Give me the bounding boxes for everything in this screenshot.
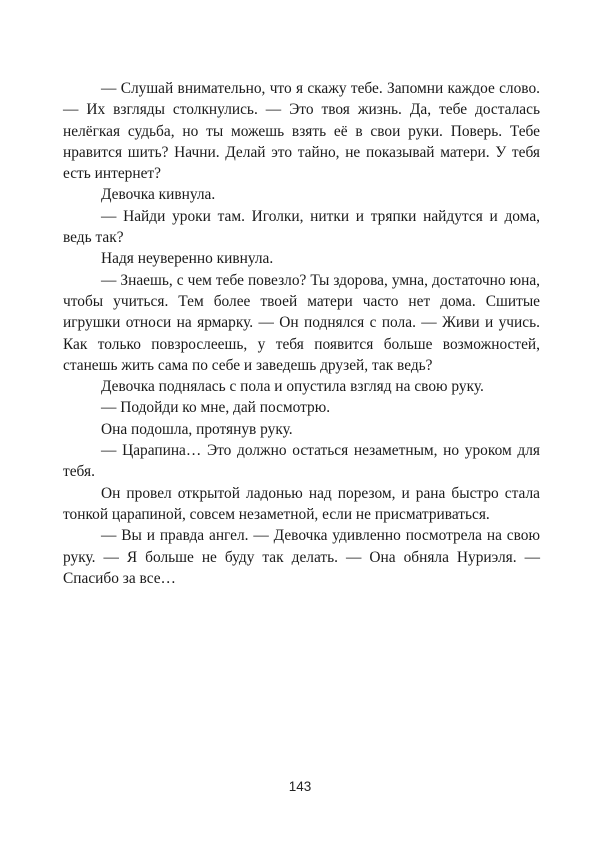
- paragraph: Она подошла, протянув руку.: [101, 420, 293, 438]
- paragraph: — Знаешь, с чем тебе повезло? Ты здорова, умна, достаточно юна, чтобы учиться. Тем более твоей матери часто нет дома. Сшитые игрушки относи на ярмарку. — Он поднялся с пола. — Живи и учись. Как только повзрослеешь, у тебя появится больше возможностей, станешь жить сама по себе и заведешь друзей, так ведь?: [63, 271, 540, 374]
- paragraph: — Царапина… Это должно остаться незаметным, но уроком для тебя.: [63, 442, 540, 481]
- paragraph: — Подойди ко мне, дай посмотрю.: [101, 399, 331, 417]
- body-text: [63, 78, 540, 589]
- paragraph: Надя неуверенно кивнула.: [101, 250, 274, 268]
- paragraph: Девочка поднялась с пола и опустила взгляд на свою руку.: [101, 378, 484, 396]
- paragraph: — Слушай внимательно, что я скажу тебе. Запомни каждое слово. — Их взгляды столкнулись. — Это твоя жизнь. Да, тебе досталась нелёгкая судьба, но ты можешь взять её в свои руки. Поверь. Тебе нравится шить? Начни. Делай это тайно, не показывай матери. У тебя есть интернет?: [63, 80, 540, 183]
- paragraph: Девочка кивнула.: [101, 186, 216, 204]
- paragraph: — Вы и правда ангел. — Девочка удивленно посмотрела на свою руку. — Я больше не буду так делать. — Она обняла Нуриэля. — Спасибо за все…: [63, 527, 540, 587]
- paragraph: Он провел открытой ладонью над порезом, и рана быстро стала тонкой царапиной, совсем незаметной, если не присматриваться.: [63, 484, 540, 523]
- page-number: 143: [288, 779, 312, 794]
- paragraph: — Найди уроки там. Иголки, нитки и тряпки найдутся и дома, ведь так?: [63, 207, 540, 247]
